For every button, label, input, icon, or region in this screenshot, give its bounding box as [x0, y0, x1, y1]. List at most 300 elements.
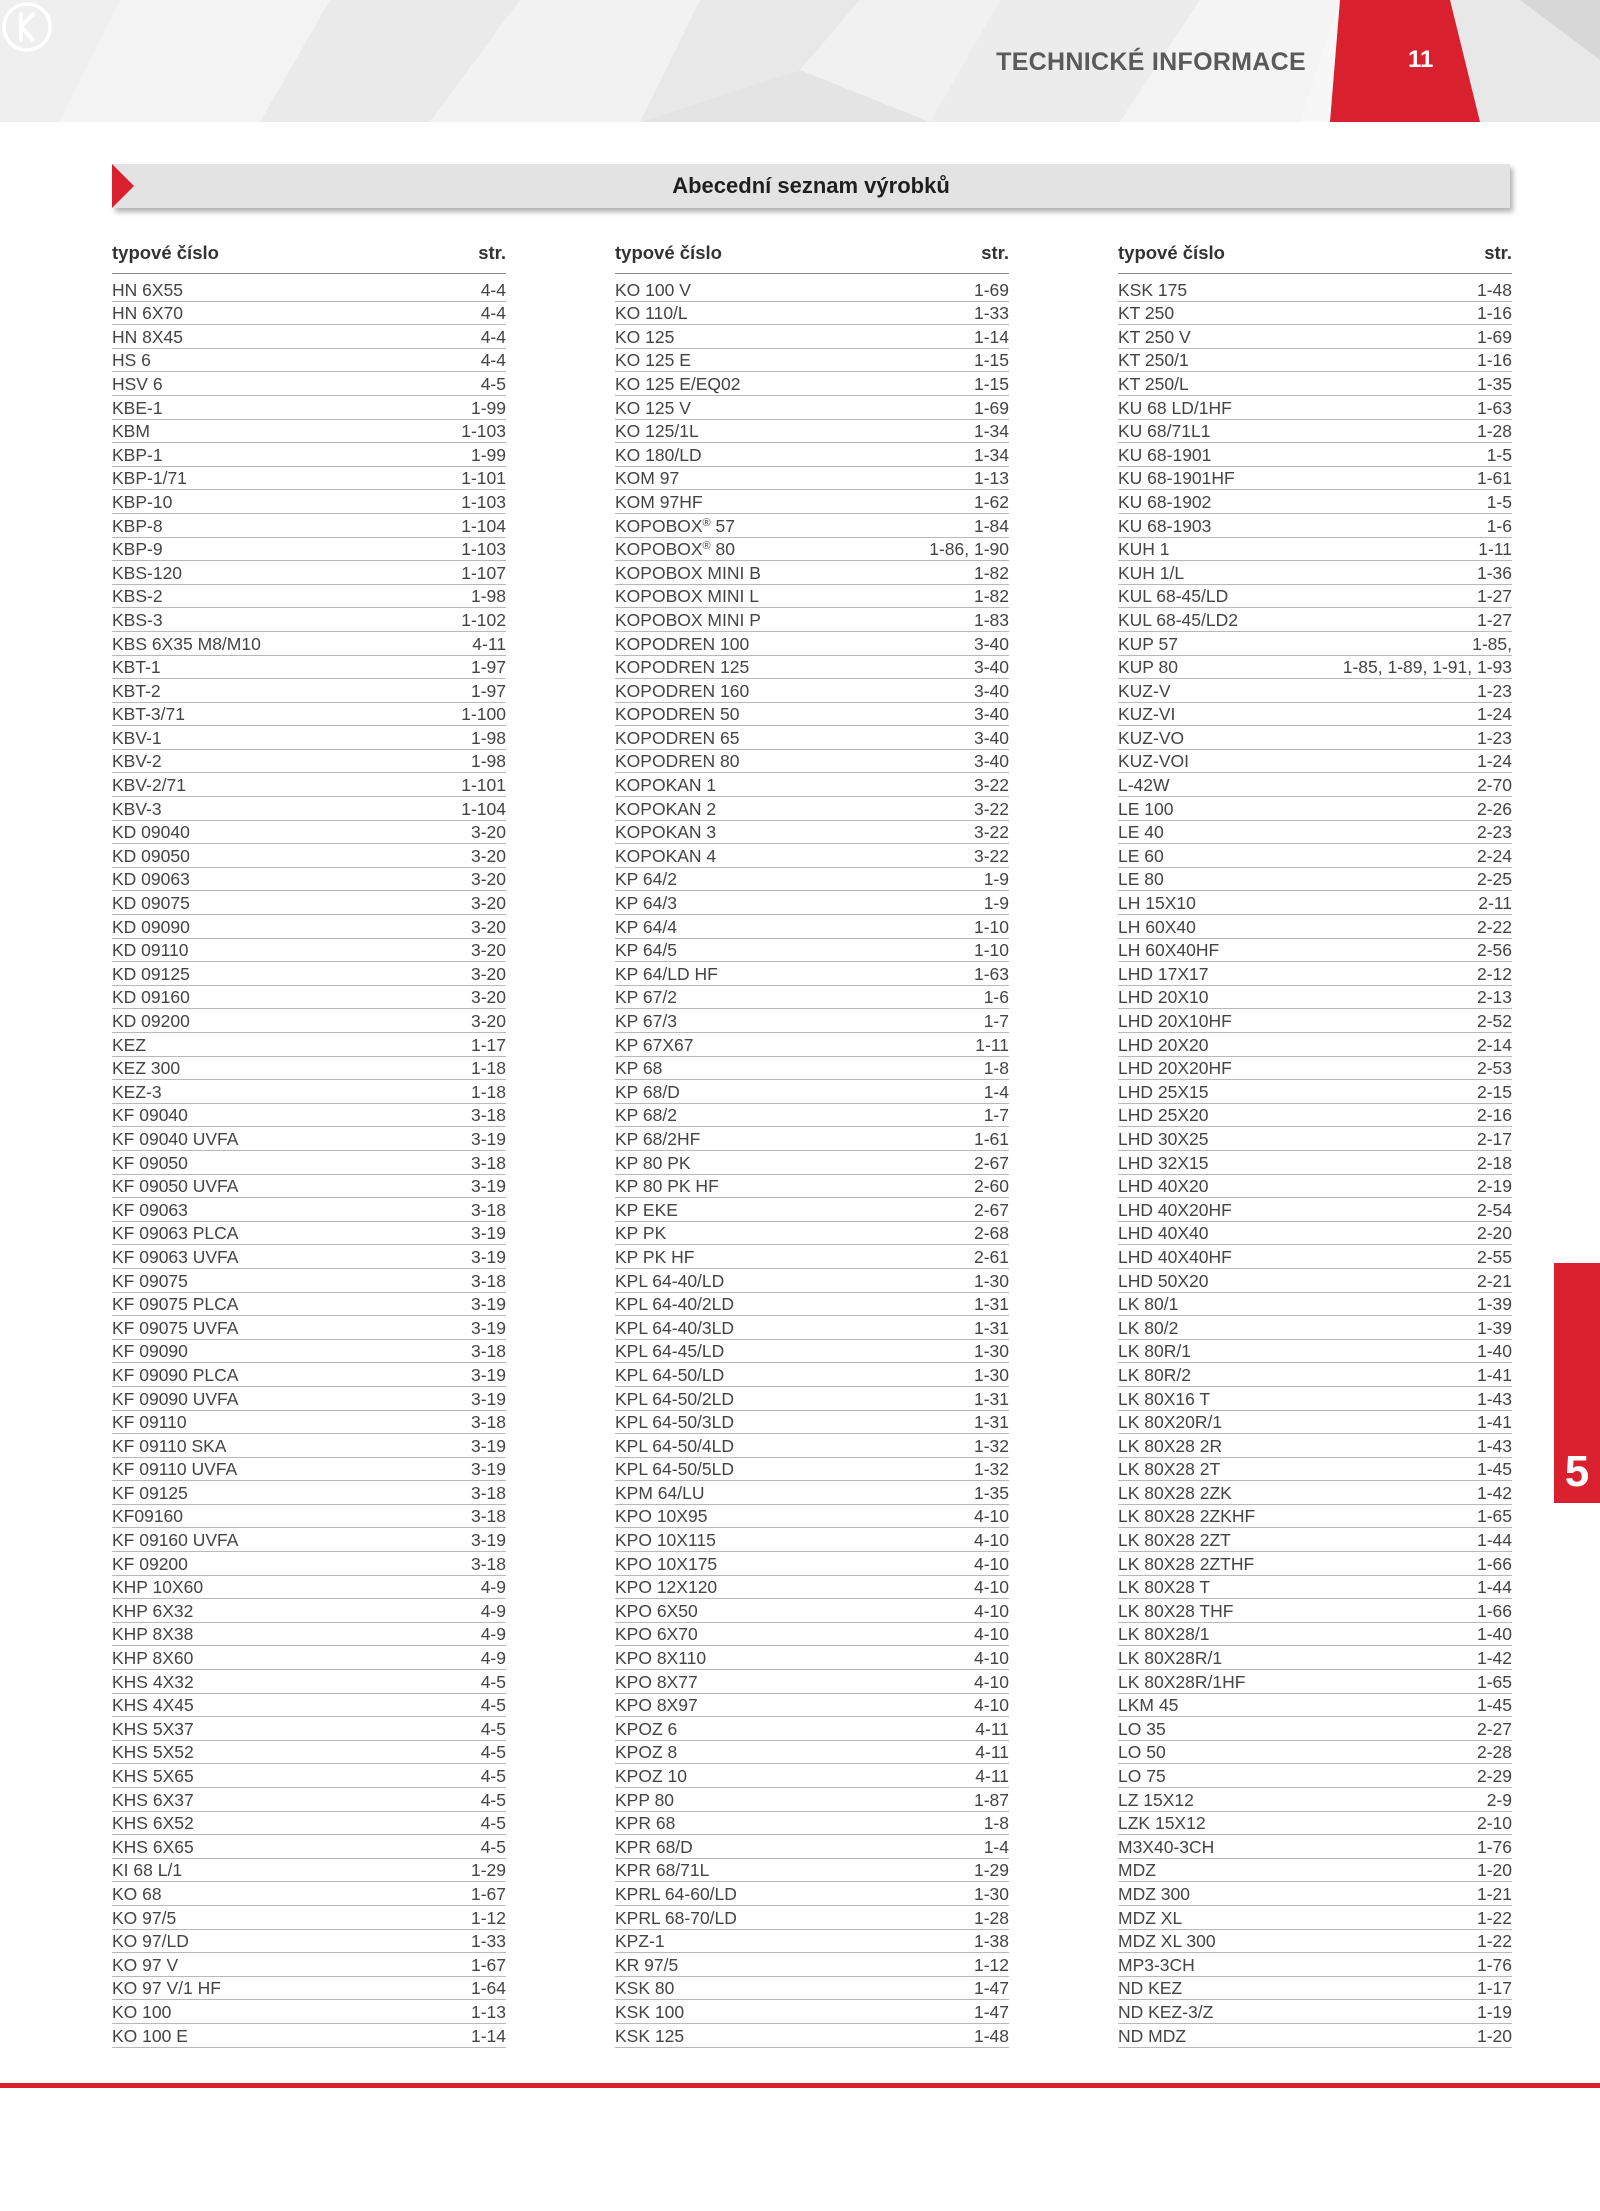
- page-reference: 3-18: [470, 1506, 506, 1527]
- type-number-header: typové číslo: [615, 242, 722, 263]
- product-type-number: KPR 68/71L: [615, 1860, 710, 1881]
- index-row: [1118, 1906, 1512, 1930]
- product-type-number: KUZ-VOI: [1118, 751, 1189, 772]
- page-reference: 2-61: [973, 1246, 1009, 1267]
- product-type-number: KBP-1/71: [112, 468, 187, 489]
- product-type-number: KO 68: [112, 1883, 162, 1904]
- index-row: [112, 538, 506, 562]
- index-row: [112, 632, 506, 656]
- index-row: [112, 490, 506, 514]
- index-row: [1118, 1694, 1512, 1718]
- index-row: [112, 868, 506, 892]
- product-type-number: KPO 8X110: [615, 1648, 707, 1669]
- index-row: [1118, 797, 1512, 821]
- index-row: [112, 703, 506, 727]
- page-reference: 1-107: [461, 562, 506, 583]
- page-reference: 4-11: [472, 633, 506, 654]
- page-reference: 1-8: [983, 1813, 1009, 1834]
- index-row: [1118, 1009, 1512, 1033]
- page-reference: 4-5: [480, 373, 506, 394]
- index-row: [615, 372, 1009, 396]
- product-type-number: L-42W: [1118, 775, 1170, 796]
- page-reference: 1-34: [973, 421, 1009, 442]
- product-type-number: KD 09200: [112, 1011, 190, 1031]
- index-row: [1118, 1788, 1512, 1812]
- product-type-number: KO 100 V: [615, 279, 691, 300]
- product-type-number: KEZ: [112, 1034, 147, 1055]
- product-type-number: KBV-1: [112, 727, 162, 748]
- page-reference: 1-76: [1476, 1954, 1512, 1975]
- page-reference: 1-41: [1476, 1364, 1512, 1385]
- section-title: Abecední seznam výrobků: [672, 173, 950, 198]
- page-reference: 3-20: [470, 963, 506, 984]
- product-type-number: LHD 20X10HF: [1118, 1011, 1232, 1031]
- page-reference: 1-6: [983, 987, 1009, 1008]
- index-row: [615, 1222, 1009, 1246]
- product-type-number: LK 80/1: [1118, 1294, 1179, 1315]
- page-reference: 4-9: [480, 1648, 506, 1669]
- index-row: [112, 915, 506, 939]
- index-row: [1118, 726, 1512, 750]
- index-row: [112, 1033, 506, 1057]
- product-type-number: KOPOKAN 3: [615, 822, 717, 843]
- index-row: [112, 1717, 506, 1741]
- index-row: [1118, 1434, 1512, 1458]
- index-row: [615, 1599, 1009, 1623]
- product-type-number: LHD 20X20HF: [1118, 1058, 1232, 1079]
- page-reference: 1-44: [1476, 1577, 1512, 1598]
- index-row: [1118, 1930, 1512, 1954]
- page-reference: 4-10: [973, 1530, 1009, 1551]
- product-type-number: MDZ XL 300: [1118, 1931, 1216, 1952]
- product-type-number: KD 09090: [112, 916, 190, 937]
- index-row: [615, 1882, 1009, 1906]
- index-row: [615, 1859, 1009, 1883]
- page-reference: 3-18: [470, 1152, 506, 1173]
- product-type-number: LK 80X28 2ZKHF: [1118, 1506, 1256, 1527]
- index-row: [112, 656, 506, 680]
- index-row: [112, 1576, 506, 1600]
- index-row: [1118, 1812, 1512, 1836]
- index-row: [615, 467, 1009, 491]
- page-reference: 1-23: [1476, 727, 1512, 748]
- page-reference: 2-17: [1476, 1128, 1512, 1149]
- product-type-number: LO 50: [1118, 1742, 1166, 1763]
- index-row: [112, 1505, 506, 1529]
- product-type-number: LE 80: [1118, 869, 1164, 890]
- page-reference: 1-23: [1476, 680, 1512, 701]
- index-row: [615, 1434, 1009, 1458]
- product-type-number: KO 97/LD: [112, 1931, 189, 1952]
- index-row: [1118, 821, 1512, 845]
- index-row: [615, 1764, 1009, 1788]
- page-reference: 1-82: [973, 586, 1009, 607]
- index-row: [615, 1670, 1009, 1694]
- page-reference: 2-28: [1476, 1742, 1512, 1763]
- index-row: [1118, 1882, 1512, 1906]
- index-row: [1118, 1411, 1512, 1435]
- page-reference: 4-10: [973, 1648, 1009, 1669]
- page-reference: 1-67: [470, 1954, 506, 1975]
- product-type-number: KOPOBOX MINI L: [615, 586, 759, 607]
- page-reference: 4-5: [480, 1836, 506, 1857]
- product-type-number: LO 75: [1118, 1766, 1166, 1786]
- page-reference: 1-98: [470, 751, 506, 772]
- index-row: [1118, 443, 1512, 467]
- product-type-number: KU 68-1901HF: [1118, 468, 1235, 489]
- page-reference: 1-12: [470, 1907, 506, 1928]
- product-type-number: KO 125 V: [615, 397, 691, 418]
- index-row: [1118, 325, 1512, 349]
- index-row: [1118, 1859, 1512, 1883]
- page-reference: 4-4: [480, 303, 506, 324]
- index-rows: [615, 278, 1009, 2048]
- page-reference: 1-32: [973, 1459, 1009, 1480]
- product-type-number: MP3-3CH: [1118, 1954, 1195, 1975]
- index-row: [615, 1646, 1009, 1670]
- index-row: [615, 2000, 1009, 2024]
- index-row: [112, 726, 506, 750]
- page-reference: 2-26: [1476, 798, 1512, 819]
- product-type-number: LHD 40X40: [1118, 1223, 1209, 1244]
- index-row: [112, 1764, 506, 1788]
- product-type-number: KO 97/5: [112, 1907, 177, 1928]
- type-number-header: typové číslo: [1118, 242, 1225, 263]
- index-row: [1118, 868, 1512, 892]
- page-reference: 1-40: [1476, 1341, 1512, 1362]
- page-reference: 1-7: [983, 1105, 1009, 1126]
- page-reference: 3-20: [470, 845, 506, 866]
- index-row: [1118, 1104, 1512, 1128]
- product-type-number: KSK 175: [1118, 279, 1188, 300]
- index-row: [1118, 1316, 1512, 1340]
- product-type-number: KOPODREN 100: [615, 633, 750, 654]
- product-type-number: KUH 1/L: [1118, 562, 1185, 583]
- product-type-number: KHS 6X65: [112, 1836, 194, 1857]
- index-row: [615, 679, 1009, 703]
- product-type-number: LK 80X28 2ZT: [1118, 1530, 1231, 1551]
- page-reference: 3-20: [470, 987, 506, 1008]
- index-row: [615, 1623, 1009, 1647]
- page-reference: 1-43: [1476, 1435, 1512, 1456]
- page-reference: 4-10: [973, 1671, 1009, 1692]
- product-type-number: LK 80X28 THF: [1118, 1600, 1234, 1621]
- product-type-number: KPL 64-50/5LD: [615, 1459, 735, 1480]
- page-reference: 1-5: [1486, 491, 1512, 512]
- page-reference: 1-65: [1476, 1671, 1512, 1692]
- index-row: [615, 1269, 1009, 1293]
- product-type-number: LK 80X28 2T: [1118, 1459, 1221, 1480]
- index-row: [112, 1741, 506, 1765]
- index-row: [615, 396, 1009, 420]
- product-type-number: KO 110/L: [615, 303, 688, 324]
- page-reference: 1-29: [973, 1860, 1009, 1881]
- product-type-number: LE 100: [1118, 798, 1174, 819]
- index-row: [112, 1599, 506, 1623]
- product-type-number: KBP-9: [112, 539, 163, 560]
- index-row: [112, 962, 506, 986]
- page-reference: 1-32: [973, 1435, 1009, 1456]
- page-reference: 3-40: [973, 680, 1009, 701]
- product-type-number: KBP-8: [112, 515, 163, 536]
- index-row: [615, 490, 1009, 514]
- index-row: [1118, 1646, 1512, 1670]
- page-reference: 4-10: [973, 1577, 1009, 1598]
- index-row: [1118, 396, 1512, 420]
- product-type-number: KHP 8X38: [112, 1624, 194, 1645]
- page-reference: 3-19: [470, 1530, 506, 1551]
- product-type-number: LK 80R/2: [1118, 1364, 1191, 1385]
- index-row: [615, 1057, 1009, 1081]
- product-type-number: KOPODREN 80: [615, 751, 740, 772]
- page-reference: 2-67: [973, 1199, 1009, 1220]
- product-type-number: LK 80/2: [1118, 1317, 1179, 1338]
- product-type-number: KPRL 64-60/LD: [615, 1883, 737, 1904]
- page-reference: 1-63: [973, 963, 1009, 984]
- product-type-number: KF 09063: [112, 1199, 188, 1220]
- product-type-number: KPRL 68-70/LD: [615, 1907, 737, 1928]
- page-reference: 1-18: [470, 1058, 506, 1079]
- index-row: [1118, 1953, 1512, 1977]
- product-type-number: ND KEZ: [1118, 1978, 1183, 1999]
- page-reference: 1-31: [973, 1388, 1009, 1409]
- column-header: [112, 240, 506, 274]
- index-row: [615, 844, 1009, 868]
- index-row: [615, 1694, 1009, 1718]
- page-reference: 2-13: [1476, 987, 1512, 1008]
- page-reference: 3-22: [973, 822, 1009, 843]
- page-reference: 4-9: [480, 1577, 506, 1598]
- page-reference: 4-5: [480, 1718, 506, 1739]
- page-reference: 3-19: [470, 1128, 506, 1149]
- page-reference: 4-5: [480, 1742, 506, 1763]
- index-column-2: [615, 240, 1009, 2048]
- page-reference: 1-101: [461, 468, 506, 489]
- index-row: [112, 349, 506, 373]
- page-header: str.: [1484, 242, 1512, 263]
- product-type-number: KPO 8X77: [615, 1671, 698, 1692]
- product-type-number: KI 68 L/1: [112, 1860, 183, 1881]
- product-type-number: KF 09125: [112, 1482, 188, 1503]
- page-reference: 1-82: [973, 562, 1009, 583]
- page-reference: 1-67: [470, 1883, 506, 1904]
- product-type-number: KHP 10X60: [112, 1577, 204, 1598]
- page-reference: 4-11: [975, 1766, 1009, 1786]
- index-row: [615, 1363, 1009, 1387]
- product-type-number: LKM 45: [1118, 1695, 1179, 1716]
- index-row: [112, 1859, 506, 1883]
- index-column-1: [112, 240, 506, 2048]
- index-row: [615, 302, 1009, 326]
- page-reference: 1-35: [1476, 373, 1512, 394]
- page-reference: 1-87: [973, 1789, 1009, 1810]
- index-row: [112, 2000, 506, 2024]
- product-type-number: KO 100 E: [112, 2025, 188, 2046]
- product-type-number: KPO 6X70: [615, 1624, 698, 1645]
- product-type-number: KD 09040: [112, 822, 190, 843]
- page-reference: 2-25: [1476, 869, 1512, 890]
- page-reference: 1-85,: [1472, 633, 1512, 654]
- product-type-number: KOPOKAN 4: [615, 845, 717, 866]
- index-row: [112, 325, 506, 349]
- index-row: [112, 1835, 506, 1859]
- product-type-number: KF 09090: [112, 1341, 188, 1362]
- page-reference: 1-47: [973, 1978, 1009, 1999]
- page-reference: 3-18: [470, 1105, 506, 1126]
- product-type-number: KOPODREN 160: [615, 680, 750, 701]
- product-type-number: KO 125 E: [615, 350, 691, 371]
- product-type-number: KPL 64-50/4LD: [615, 1435, 735, 1456]
- index-row: [615, 1151, 1009, 1175]
- page-reference: 3-18: [470, 1199, 506, 1220]
- product-type-number: KPOZ 10: [615, 1766, 687, 1786]
- index-row: [1118, 278, 1512, 302]
- page-reference: 2-27: [1476, 1718, 1512, 1739]
- product-type-number: KUZ-V: [1118, 680, 1171, 701]
- section-banner: [112, 164, 1512, 210]
- product-type-number: KD 09125: [112, 963, 190, 984]
- product-type-number: LK 80X20R/1: [1118, 1412, 1223, 1433]
- product-type-number: KP 68/2: [615, 1105, 677, 1126]
- product-type-number: LO 35: [1118, 1718, 1166, 1739]
- index-row: [112, 2024, 506, 2048]
- product-type-number: KPL 64-50/2LD: [615, 1388, 735, 1409]
- index-row: [112, 1434, 506, 1458]
- page-reference: 2-15: [1476, 1081, 1512, 1102]
- product-type-number: LZK 15X12: [1118, 1813, 1206, 1834]
- page-reference: 1-15: [973, 350, 1009, 371]
- product-type-number: KPL 64-40/3LD: [615, 1317, 735, 1338]
- product-type-number: KOPOBOX® 80: [615, 539, 735, 560]
- footer-divider: [0, 2083, 1600, 2088]
- page-reference: 2-10: [1476, 1813, 1512, 1834]
- product-type-number: KP EKE: [615, 1199, 678, 1220]
- page-reference: 1-104: [461, 798, 506, 819]
- index-row: [615, 1576, 1009, 1600]
- product-type-number: KD 09110: [112, 940, 189, 961]
- page-reference: 1-36: [1476, 562, 1512, 583]
- product-type-number: KUH 1: [1118, 539, 1170, 560]
- page-reference: 2-29: [1476, 1766, 1512, 1786]
- index-row: [615, 726, 1009, 750]
- page-reference: 2-70: [1476, 775, 1512, 796]
- page-reference: 1-102: [461, 609, 506, 630]
- page-reference: 1-65: [1476, 1506, 1512, 1527]
- index-row: [1118, 1198, 1512, 1222]
- page-reference: 2-16: [1476, 1105, 1512, 1126]
- product-type-number: KHP 8X60: [112, 1648, 194, 1669]
- page-reference: 2-9: [1486, 1789, 1512, 1810]
- product-type-number: KPM 64/LU: [615, 1482, 705, 1503]
- index-row: [1118, 750, 1512, 774]
- product-type-number: MDZ XL: [1118, 1907, 1183, 1928]
- index-row: [1118, 1505, 1512, 1529]
- product-type-number: KF 09110 SKA: [112, 1435, 227, 1456]
- index-row: [615, 868, 1009, 892]
- index-row: [1118, 1269, 1512, 1293]
- index-row: [112, 1198, 506, 1222]
- index-row: [112, 1080, 506, 1104]
- product-type-number: LK 80X28 T: [1118, 1577, 1211, 1598]
- page-reference: 2-55: [1476, 1246, 1512, 1267]
- page-reference: 1-69: [973, 279, 1009, 300]
- page-reference: 3-40: [973, 704, 1009, 725]
- index-column-3: [1118, 240, 1512, 2048]
- product-type-number: KP 67/3: [615, 1011, 677, 1031]
- index-row: [615, 1198, 1009, 1222]
- product-type-number: KO 180/LD: [615, 444, 702, 465]
- page-reference: 2-19: [1476, 1176, 1512, 1197]
- page-reference: 1-24: [1476, 751, 1512, 772]
- page-reference: 1-44: [1476, 1530, 1512, 1551]
- product-type-number: KT 250 V: [1118, 326, 1191, 347]
- page-reference: 1-84: [973, 515, 1009, 536]
- chapter-side-tab: [1554, 1263, 1600, 1503]
- index-row: [112, 443, 506, 467]
- product-type-number: KF 09063 UVFA: [112, 1246, 239, 1267]
- index-row: [615, 1812, 1009, 1836]
- product-type-number: HSV 6: [112, 373, 163, 394]
- index-row: [1118, 773, 1512, 797]
- index-row: [112, 396, 506, 420]
- index-row: [1118, 420, 1512, 444]
- product-type-number: KUZ-VI: [1118, 704, 1176, 725]
- product-type-number: KUP 57: [1118, 633, 1178, 654]
- index-row: [1118, 844, 1512, 868]
- index-row: [615, 1835, 1009, 1859]
- type-number-header: typové číslo: [112, 242, 219, 263]
- index-row: [112, 1104, 506, 1128]
- page-reference: 3-19: [470, 1317, 506, 1338]
- page-reference: 1-22: [1476, 1907, 1512, 1928]
- index-row: [1118, 1835, 1512, 1859]
- page-reference: 3-20: [470, 916, 506, 937]
- product-type-number: KF 09075: [112, 1270, 188, 1291]
- index-row: [112, 372, 506, 396]
- index-row: [1118, 1717, 1512, 1741]
- page-reference: 4-9: [480, 1600, 506, 1621]
- index-row: [112, 1363, 506, 1387]
- page-reference: 1-30: [973, 1341, 1009, 1362]
- index-row: [1118, 1576, 1512, 1600]
- page-reference: 1-39: [1476, 1294, 1512, 1315]
- page-reference: 3-20: [470, 940, 506, 961]
- index-row: [1118, 302, 1512, 326]
- product-type-number: KPO 12X120: [615, 1577, 718, 1598]
- page-reference: 1-98: [470, 727, 506, 748]
- page-reference: 3-18: [470, 1270, 506, 1291]
- page-reference: 3-22: [973, 798, 1009, 819]
- product-type-number: KPL 64-40/2LD: [615, 1294, 735, 1315]
- product-type-number: LZ 15X12: [1118, 1789, 1194, 1810]
- product-type-number: KBM: [112, 421, 150, 442]
- index-row: [112, 561, 506, 585]
- page-reference: 2-52: [1476, 1011, 1512, 1031]
- index-row: [615, 349, 1009, 373]
- page-reference: 1-61: [1476, 468, 1512, 489]
- product-type-number: KP 64/4: [615, 916, 677, 937]
- index-row: [112, 1552, 506, 1576]
- index-row: [615, 1481, 1009, 1505]
- index-row: [615, 1528, 1009, 1552]
- page-reference: 1-40: [1476, 1624, 1512, 1645]
- index-row: [112, 750, 506, 774]
- product-type-number: KF 09063 PLCA: [112, 1223, 239, 1244]
- index-row: [615, 585, 1009, 609]
- product-type-number: KHS 5X65: [112, 1766, 194, 1786]
- page-reference: 1-6: [1486, 515, 1512, 536]
- index-row: [112, 1245, 506, 1269]
